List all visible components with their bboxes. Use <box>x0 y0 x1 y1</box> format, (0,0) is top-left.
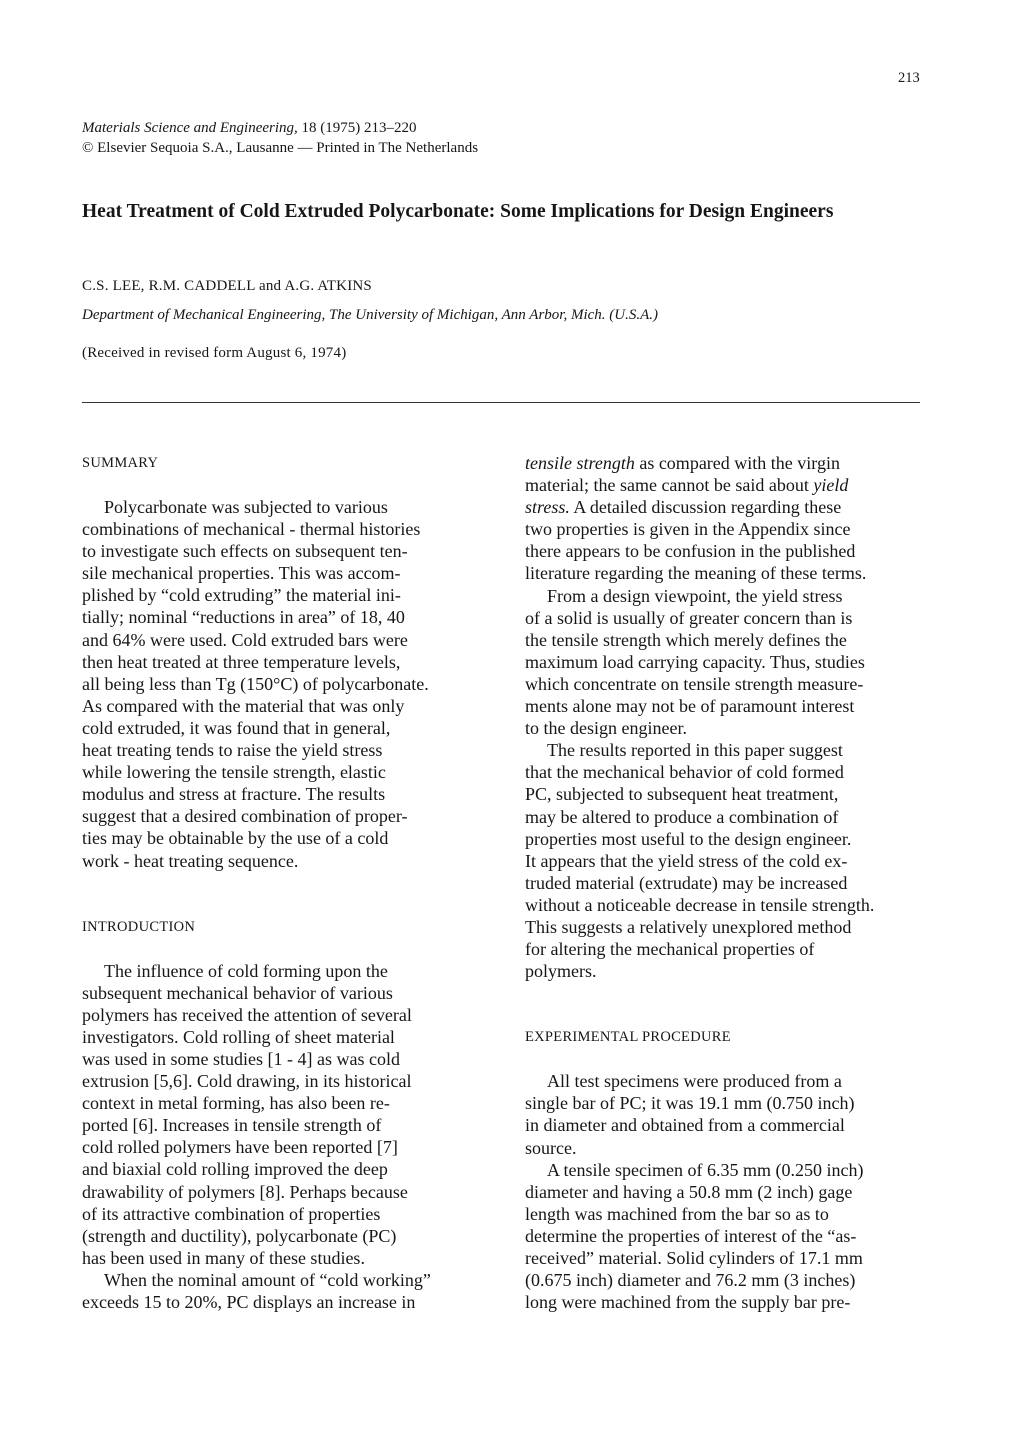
journal-citation <box>82 119 417 138</box>
publisher-line: © Elsevier Sequoia S.A., Lausanne — Printed in The Netherlands <box>82 140 479 156</box>
summary-line: plished by “cold extruding” the material ini- <box>82 585 401 606</box>
introduction-paragraph-2 <box>82 1269 502 1313</box>
summary-line: As compared with the material that was only <box>82 695 405 716</box>
summary-line: heat treating tends to raise the yield stress <box>82 740 383 761</box>
journal-name: Materials Science and Engineering, <box>82 120 298 136</box>
experimental-heading: EXPERIMENTAL PROCEDURE <box>525 1029 731 1046</box>
authors: C.S. LEE, R.M. CADDELL and A.G. ATKINS <box>82 278 372 294</box>
continuation-paragraph <box>525 452 945 585</box>
header-divider <box>82 402 920 403</box>
summary-line: to investigate such effects on subsequent ten- <box>82 541 408 562</box>
emphasis-stress: stress. <box>525 497 570 518</box>
continuation-line <box>525 452 945 474</box>
results-line: PC, subjected to subsequent heat treatment, <box>525 784 839 805</box>
intro-line: subsequent mechanical behavior of various <box>82 982 393 1003</box>
experimental-line: in diameter and obtained from a commercial <box>525 1115 845 1136</box>
design-line: maximum load carrying capacity. Thus, studies <box>525 651 865 672</box>
summary-line: and 64% were used. Cold extruded bars were <box>82 629 408 650</box>
summary-heading: SUMMARY <box>82 455 159 471</box>
experimental-line: determine the properties of interest of the “as- <box>525 1225 857 1246</box>
intro-line: extrusion [5,6]. Cold drawing, in its historical <box>82 1071 412 1092</box>
affiliation: Department of Mechanical Engineering, The University of Michigan, Ann Arbor, Mich. (U.S.A.) <box>82 307 659 323</box>
intro-line: of its attractive combination of properties <box>82 1203 381 1224</box>
summary-line: modulus and stress at fracture. The results <box>82 784 386 805</box>
right-column <box>525 452 945 1313</box>
continuation-text: material; the same cannot be said about <box>525 475 814 496</box>
continuation-line: two properties is given in the Appendix since <box>525 519 851 540</box>
results-line: The results reported in this paper suggest <box>547 740 843 761</box>
emphasis-yield: yield <box>813 475 849 496</box>
experimental-line: received” material. Solid cylinders of 17.1 mm <box>525 1248 863 1268</box>
summary-line: work - heat treating sequence. <box>82 850 299 871</box>
article-title: Heat Treatment of Cold Extruded Polycarbonate: Some Implications for Design Engineers <box>82 201 834 222</box>
results-line: properties most useful to the design engineer. <box>525 828 852 849</box>
continuation-line: literature regarding the meaning of these terms. <box>525 563 867 584</box>
experimental-line: A tensile specimen of 6.35 mm (0.250 inch) <box>547 1159 864 1180</box>
summary-line: sile mechanical properties. This was accom- <box>82 563 401 584</box>
experimental-line: single bar of PC; it was 19.1 mm (0.750 inch) <box>525 1093 855 1114</box>
received-date: (Received in revised form August 6, 1974) <box>82 345 347 361</box>
results-line: for altering the mechanical properties of <box>525 939 815 960</box>
design-line: ments alone may not be of paramount interest <box>525 696 855 717</box>
continuation-text: A detailed discussion regarding these <box>569 497 842 518</box>
results-line: It appears that the yield stress of the cold ex- <box>525 850 848 871</box>
summary-line: cold extruded, it was found that in general, <box>82 717 391 738</box>
results-line: polymers. <box>525 961 597 982</box>
results-line: without a noticeable decrease in tensile strength. <box>525 894 875 915</box>
summary-line: combinations of mechanical - thermal histories <box>82 519 421 540</box>
design-line: of a solid is usually of greater concern than is <box>525 607 853 628</box>
continuation-line: there appears to be confusion in the published <box>525 541 856 562</box>
summary-line: while lowering the tensile strength, elastic <box>82 762 386 783</box>
intro-line: drawability of polymers [8]. Perhaps because <box>82 1181 408 1202</box>
experimental-line: (0.675 inch) diameter and 76.2 mm (3 inches) <box>525 1270 856 1291</box>
design-line: which concentrate on tensile strength measure- <box>525 673 864 694</box>
summary-line: all being less than Tg (150°C) of polycarbonate. <box>82 673 429 694</box>
summary-line: Polycarbonate was subjected to various <box>104 497 388 517</box>
results-line: that the mechanical behavior of cold formed <box>525 762 844 783</box>
results-line: truded material (extrudate) may be increased <box>525 872 848 893</box>
intro-line: was used in some studies [1 - 4] as was cold <box>82 1048 400 1069</box>
experimental-line: long were machined from the supply bar pre- <box>525 1292 851 1313</box>
experimental-line: source. <box>525 1137 577 1158</box>
summary-line: suggest that a desired combination of proper- <box>82 806 408 827</box>
intro-line: When the nominal amount of “cold working” <box>104 1269 431 1290</box>
design-line: the tensile strength which merely defines the <box>525 629 847 650</box>
intro-line: context in metal forming, has also been re- <box>82 1093 390 1114</box>
intro-line: The influence of cold forming upon the <box>104 960 388 981</box>
experimental-line: diameter and having a 50.8 mm (2 inch) gage <box>525 1181 853 1202</box>
experimental-line: All test specimens were produced from a <box>547 1071 842 1092</box>
intro-line: (strength and ductility), polycarbonate (PC) <box>82 1225 397 1246</box>
continuation-line <box>525 474 945 496</box>
introduction-paragraph <box>82 960 502 1269</box>
experimental-paragraph-2 <box>525 1159 945 1314</box>
left-column <box>82 452 502 1313</box>
summary-paragraph <box>82 496 502 872</box>
experimental-line: length was machined from the bar so as to <box>525 1203 829 1224</box>
intro-line: and biaxial cold rolling improved the deep <box>82 1159 388 1180</box>
intro-line: has been used in many of these studies. <box>82 1247 365 1268</box>
journal-details: 18 (1975) 213–220 <box>297 120 417 136</box>
results-line: may be altered to produce a combination of <box>525 806 839 827</box>
results-line: This suggests a relatively unexplored method <box>525 916 852 937</box>
design-paragraph <box>525 585 945 740</box>
summary-line: tially; nominal “reductions in area” of 18, 40 <box>82 607 405 628</box>
intro-line: investigators. Cold rolling of sheet material <box>82 1026 395 1047</box>
intro-line: ported [6]. Increases in tensile strength of <box>82 1115 382 1136</box>
introduction-heading: INTRODUCTION <box>82 918 196 935</box>
summary-line: then heat treated at three temperature levels, <box>82 651 401 672</box>
design-line: to the design engineer. <box>525 718 687 739</box>
intro-line: polymers has received the attention of several <box>82 1004 412 1025</box>
continuation-line <box>525 496 945 518</box>
summary-line: ties may be obtainable by the use of a cold <box>82 828 389 849</box>
continuation-text: as compared with the virgin <box>634 453 840 473</box>
intro-line: exceeds 15 to 20%, PC displays an increase in <box>82 1292 416 1312</box>
intro-line: cold rolled polymers have been reported [7] <box>82 1137 398 1158</box>
page-number: 213 <box>898 70 920 86</box>
results-paragraph <box>525 739 945 982</box>
design-line: From a design viewpoint, the yield stress <box>547 585 843 606</box>
emphasis-tensile-strength: tensile strength <box>525 453 635 473</box>
experimental-paragraph <box>525 1070 945 1158</box>
